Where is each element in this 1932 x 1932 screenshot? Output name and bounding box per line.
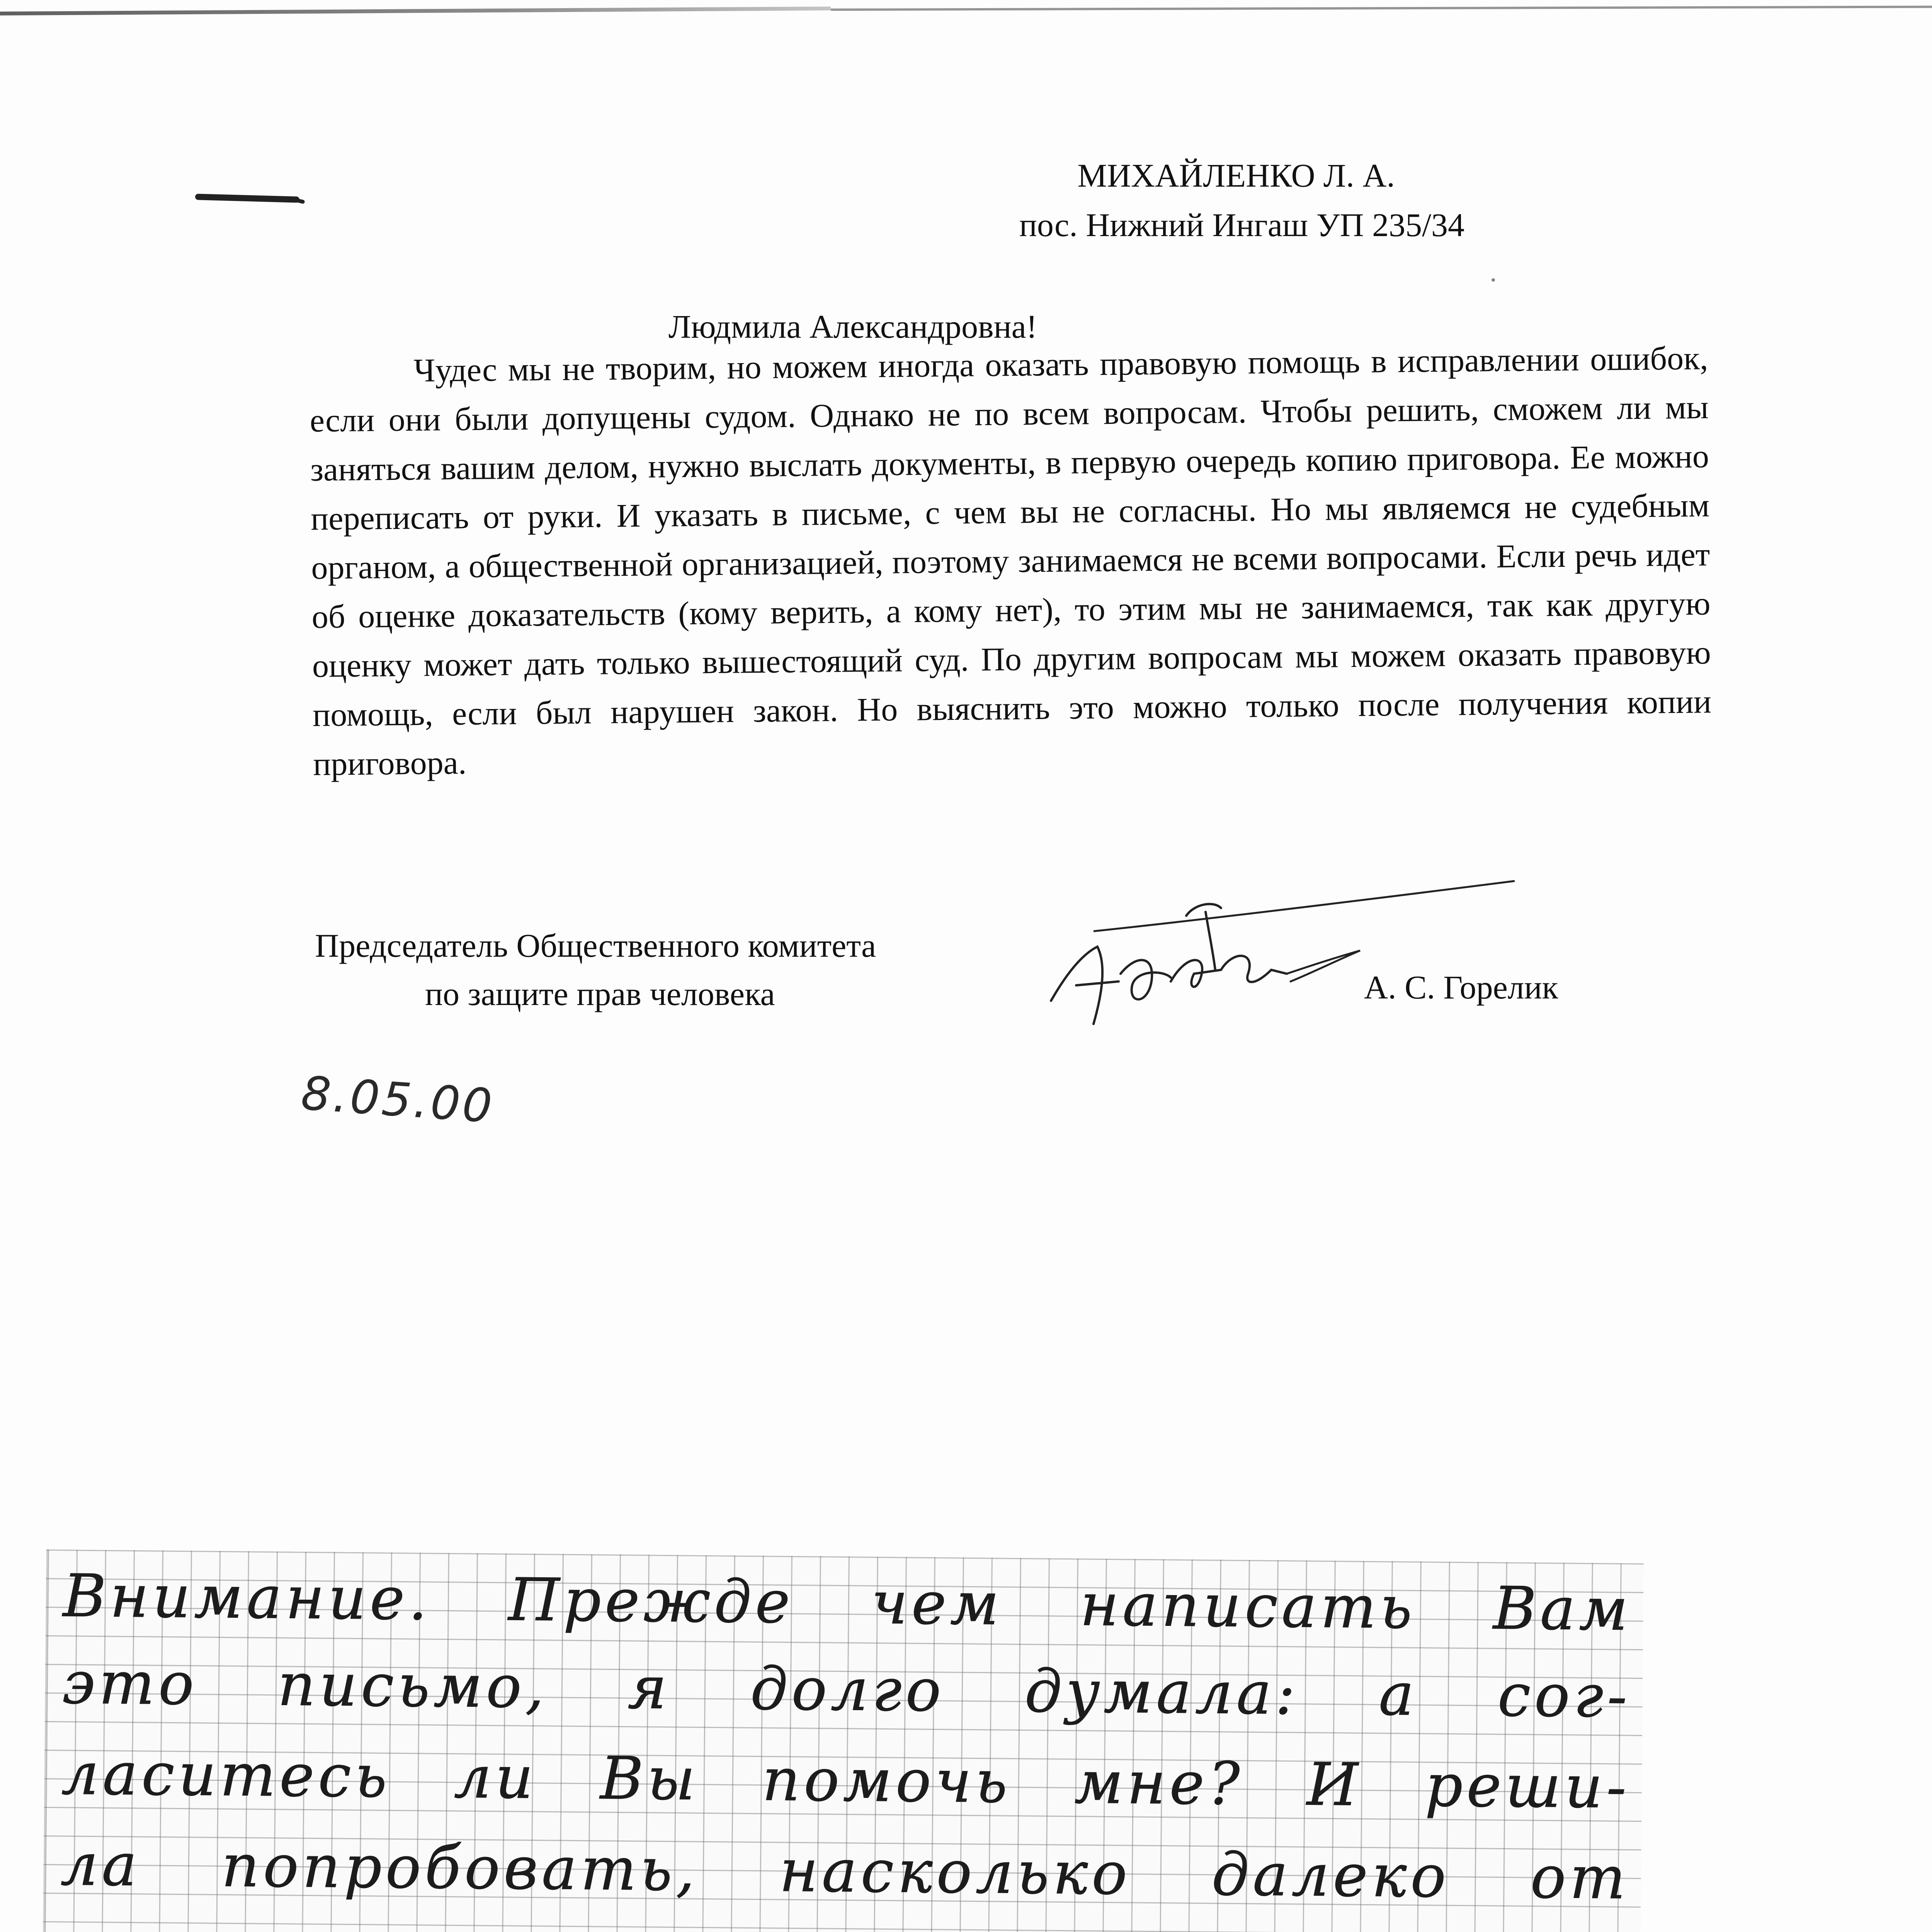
addressee-block — [885, 151, 1464, 250]
handwritten-note-graph-paper — [43, 1549, 1643, 1932]
signature-title-line-2: по защите прав человека — [425, 975, 775, 1012]
scan-speck — [1492, 278, 1495, 282]
note-line: Внимание. Прежде чем написать Вам — [63, 1561, 1632, 1644]
handwritten-signature — [1039, 858, 1549, 1059]
margin-pen-mark — [195, 194, 299, 203]
letter-body: Чудес мы не творим, но можем иногда оказать правовую помощь в исправлении ошибок, если они были допущены судом. Однако не по всем вопросам. Чтобы решить, сможем ли мы заняться вашим делом, нужно выслать документы, в первую очередь копию приговора. Ее можно переписать от руки. И указать в письме, с чем вы не согласны. Но мы являемся не судебным органом, а общественной организацией, поэтому занимаемся не всеми вопросами. Если речь идет об оценке доказательств (кому верить, а кому нет), то этим мы не занимаемся, так как другую оценку может дать только вышестоящий суд. По другим вопросам мы можем оказать правовую помощь, если был нарушен закон. Но выяснить это можно только после получения копии приговора. — [310, 339, 1712, 782]
signatory-name: А. С. Горелик — [1364, 969, 1558, 1006]
signature-title-line-1: Председатель Общественного комитета — [315, 927, 876, 964]
scan-edge-line — [831, 5, 1932, 11]
signature-title — [315, 922, 876, 1018]
note-line: это письмо, я долго думала: а сог- — [62, 1648, 1631, 1731]
addressee-name: МИХАЙЛЕНКО Л. А. — [1077, 157, 1395, 194]
note-line: ла попробовать, насколько далеко от — [60, 1830, 1630, 1912]
letter-greeting: Людмила Александровна! — [668, 308, 1037, 345]
note-line: ласитесь ли Вы помочь мне? И реши- — [61, 1739, 1631, 1821]
addressee-address: пос. Нижний Ингаш УП 235/34 — [1019, 206, 1464, 243]
handwritten-date: 8.05.00 — [299, 1066, 496, 1134]
scan-edge-line — [0, 7, 831, 15]
